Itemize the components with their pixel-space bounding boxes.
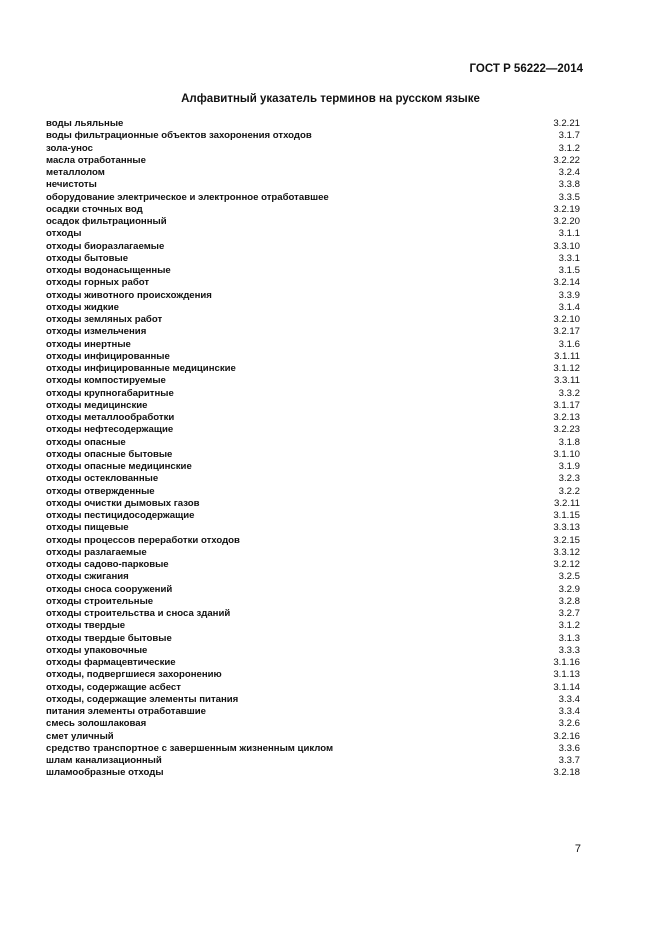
index-term: металлолом (46, 167, 105, 178)
index-reference: 3.1.12 (553, 363, 580, 374)
index-entry (46, 339, 580, 351)
index-entry (46, 388, 580, 400)
index-term: оборудование электрическое и электронное отработавшее (46, 191, 329, 203)
index-reference: 3.2.4 (558, 167, 580, 178)
index-reference: 3.3.6 (558, 742, 580, 754)
index-reference: 3.2.7 (558, 608, 580, 619)
index-reference: 3.3.7 (558, 755, 580, 766)
index-reference: 3.2.8 (558, 595, 580, 607)
index-term: отходы опасные (46, 436, 126, 448)
index-term: питания элементы отработавшие (46, 706, 206, 717)
index-entry (46, 412, 580, 424)
index-entry (46, 694, 580, 706)
index-entry (46, 498, 580, 510)
index-term: воды фильтрационные объектов захоронения отходов (46, 130, 312, 142)
index-term: шламообразные отходы (46, 767, 164, 779)
index-entry (46, 682, 580, 694)
index-term: отходы инфицированные (46, 350, 170, 362)
index-entry (46, 265, 580, 277)
index-reference: 3.2.10 (553, 314, 580, 325)
index-entry (46, 473, 580, 485)
index-entry (46, 130, 580, 142)
index-entry (46, 302, 580, 314)
index-term: воды льяльные (46, 118, 124, 129)
index-term: отходы, содержащие элементы питания (46, 693, 239, 705)
index-entry (46, 767, 580, 779)
index-term: отходы отвержденные (46, 485, 155, 497)
index-reference: 3.2.11 (554, 497, 580, 509)
index-entry (46, 424, 580, 436)
index-reference: 3.2.3 (558, 473, 580, 485)
index-term: смесь золошлаковая (46, 718, 147, 730)
index-reference: 3.1.13 (553, 669, 580, 681)
index-reference: 3.2.17 (553, 326, 580, 338)
index-entry (46, 620, 580, 632)
index-term: отходы крупногабаритные (46, 387, 174, 399)
index-term: зола-унос (46, 142, 93, 154)
index-entry (46, 253, 580, 265)
index-term: средство транспортное с завершенным жизненным циклом (46, 742, 334, 754)
index-reference: 3.2.9 (558, 583, 580, 595)
page-number: 7 (574, 843, 581, 855)
index-term: нечистоты (46, 179, 97, 191)
index-reference: 3.3.4 (558, 693, 580, 705)
index-term: шлам канализационный (46, 755, 162, 766)
index-entry (46, 118, 580, 130)
index-entry (46, 755, 580, 767)
index-entry (46, 571, 580, 583)
page-title: Алфавитный указатель терминов на русском языке (181, 93, 480, 105)
index-reference: 3.1.15 (553, 510, 580, 521)
index-term: отходы измельчения (46, 326, 147, 338)
index-reference: 3.2.20 (553, 216, 580, 227)
index-entry (46, 351, 580, 363)
index-entry (46, 510, 580, 522)
index-entry (46, 167, 580, 179)
index-reference: 3.3.8 (558, 179, 580, 191)
index-entry (46, 547, 580, 559)
index-term: отходы процессов переработки отходов (46, 534, 240, 546)
index-term: отходы нефтесодержащие (46, 424, 174, 436)
index-entry (46, 449, 580, 461)
index-reference: 3.1.7 (558, 130, 580, 142)
index-term: отходы жидкие (46, 301, 119, 313)
index-entry (46, 633, 580, 645)
index-entry (46, 559, 580, 571)
index-reference: 3.3.11 (554, 375, 580, 387)
index-entry (46, 241, 580, 253)
index-entry (46, 461, 580, 473)
index-term: отходы животного происхождения (46, 289, 212, 301)
index-entry (46, 400, 580, 412)
index-term: отходы сжигания (46, 571, 129, 583)
index-term: отходы сноса сооружений (46, 583, 173, 595)
index-reference: 3.3.1 (558, 252, 580, 264)
index-term: отходы твердые (46, 620, 126, 632)
index-term: отходы остеклованные (46, 473, 159, 485)
index-term: отходы биоразлагаемые (46, 240, 165, 252)
index-reference: 3.2.18 (553, 767, 580, 779)
index-reference: 3.1.6 (558, 338, 580, 350)
index-entry (46, 290, 580, 302)
index-reference: 3.2.19 (553, 203, 580, 215)
index-reference: 3.1.3 (558, 632, 580, 644)
index-reference: 3.1.4 (558, 301, 580, 313)
index-term: отходы пестицидосодержащие (46, 510, 195, 521)
index-entry (46, 437, 580, 449)
index-term: отходы медицинские (46, 399, 148, 411)
index-entry (46, 706, 580, 718)
index-term: отходы инертные (46, 338, 131, 350)
index-reference: 3.1.2 (558, 142, 580, 154)
index-term: отходы, подвергшиеся захоронению (46, 669, 222, 681)
index-reference: 3.3.13 (553, 522, 580, 534)
index-reference: 3.3.3 (558, 644, 580, 656)
index-entry (46, 669, 580, 681)
index-term: отходы земляных работ (46, 314, 163, 325)
index-entry (46, 326, 580, 338)
index-term: отходы опасные медицинские (46, 461, 192, 472)
index-reference: 3.1.2 (558, 620, 580, 632)
index-reference: 3.3.5 (558, 191, 580, 203)
index-reference: 3.3.10 (553, 240, 580, 252)
index-term: масла отработанные (46, 154, 146, 166)
index-reference: 3.3.2 (558, 387, 580, 399)
index-entry (46, 216, 580, 228)
index-reference: 3.2.21 (553, 118, 580, 129)
index-reference: 3.2.22 (553, 154, 580, 166)
index-term: отходы строительные (46, 595, 154, 607)
document-code: ГОСТ Р 56222—2014 (469, 63, 583, 75)
index-reference: 3.1.9 (558, 461, 580, 472)
index-reference: 3.1.5 (558, 265, 580, 276)
index-term: отходы инфицированные медицинские (46, 363, 236, 374)
index-reference: 3.3.9 (558, 289, 580, 301)
index-reference: 3.3.4 (558, 706, 580, 717)
index-term: отходы водонасыщенные (46, 265, 171, 276)
index-entry (46, 657, 580, 669)
index-entry (46, 522, 580, 534)
index-term: отходы твердые бытовые (46, 632, 172, 644)
index-reference: 3.2.2 (558, 485, 580, 497)
index-term: отходы горных работ (46, 277, 150, 289)
index-reference: 3.1.11 (554, 350, 580, 362)
index-reference: 3.1.17 (553, 399, 580, 411)
index-entry (46, 314, 580, 326)
index-entry (46, 375, 580, 387)
index-reference: 3.2.15 (553, 534, 580, 546)
index-entry (46, 596, 580, 608)
index-term: осадки сточных вод (46, 203, 143, 215)
index-entry (46, 192, 580, 204)
index-reference: 3.1.16 (553, 657, 580, 668)
index-reference: 3.3.12 (553, 546, 580, 558)
index-entry (46, 718, 580, 730)
index-term: отходы металлообработки (46, 412, 175, 423)
index-term: отходы фармацевтические (46, 657, 176, 668)
index-entry (46, 486, 580, 498)
index-entry (46, 155, 580, 167)
index-term: отходы строительства и сноса зданий (46, 608, 231, 619)
index-entry (46, 645, 580, 657)
index-term: отходы бытовые (46, 252, 129, 264)
index-term: отходы очистки дымовых газов (46, 497, 200, 509)
index-term: отходы упаковочные (46, 644, 148, 656)
index-entry (46, 277, 580, 289)
index-reference: 3.2.16 (553, 730, 580, 742)
index-entry (46, 204, 580, 216)
index-reference: 3.2.13 (553, 412, 580, 423)
index-entry (46, 363, 580, 375)
index-term: отходы пищевые (46, 522, 129, 534)
index-entry (46, 731, 580, 743)
term-index (46, 118, 580, 780)
index-term: отходы разлагаемые (46, 546, 147, 558)
index-reference: 3.1.14 (553, 681, 580, 693)
index-reference: 3.1.10 (553, 448, 580, 460)
index-entry (46, 535, 580, 547)
index-term: смет уличный (46, 730, 114, 742)
index-entry (46, 608, 580, 620)
index-reference: 3.2.23 (553, 424, 580, 436)
index-reference: 3.1.1 (558, 228, 580, 240)
index-term: отходы садово-парковые (46, 559, 169, 570)
index-reference: 3.2.14 (553, 277, 580, 289)
index-term: отходы, содержащие асбест (46, 681, 181, 693)
index-entry (46, 143, 580, 155)
index-entry (46, 743, 580, 755)
index-term: отходы опасные бытовые (46, 448, 173, 460)
index-term: отходы компостируемые (46, 375, 166, 387)
index-term: отходы (46, 228, 82, 240)
index-entry (46, 228, 580, 240)
index-reference: 3.1.8 (558, 436, 580, 448)
index-entry (46, 179, 580, 191)
index-entry (46, 584, 580, 596)
index-reference: 3.2.6 (558, 718, 580, 730)
index-term: осадок фильтрационный (46, 216, 167, 227)
index-reference: 3.2.5 (558, 571, 580, 583)
index-reference: 3.2.12 (553, 559, 580, 570)
